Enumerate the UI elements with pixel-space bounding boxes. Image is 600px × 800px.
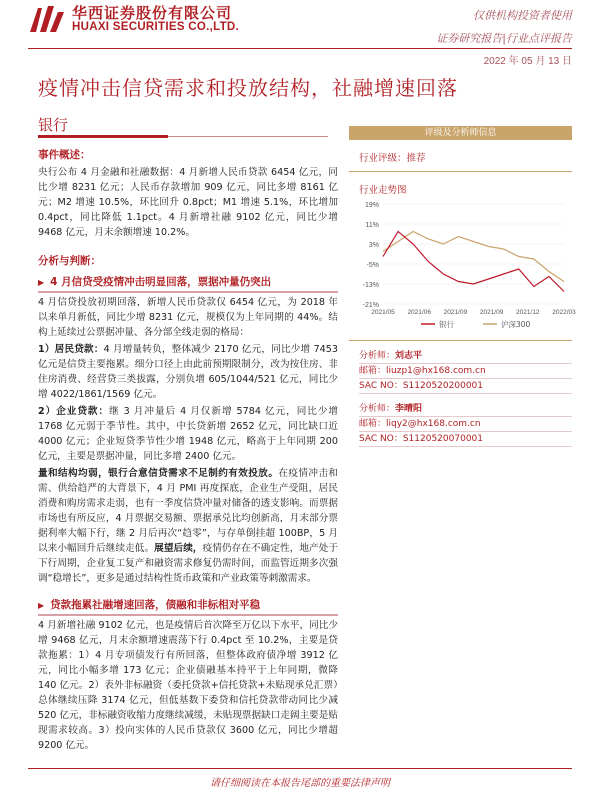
analyst-1 (349, 349, 572, 394)
footer-divider (28, 768, 572, 769)
chart-xtick-label: 2021/09 (479, 309, 504, 316)
legal-footer: 请仔细阅读在本报告尾部的重要法律声明 (210, 778, 390, 789)
chart-ytick-label: 3% (368, 242, 379, 249)
company-name-cn: 华西证券股份有限公司 (72, 4, 233, 22)
chart-series-line (383, 232, 564, 282)
industry-divider-accent (38, 135, 168, 138)
analyst-2-email-label: 邮箱： (359, 419, 387, 429)
events-body: 央行公布 4 月金融和社融数据：4 月新增人民币贷款 6454 亿元，同比少增 8231 亿元；人民币存款增加 909 亿元，同比多增 8161 亿元；M2 增速 10.5%，环比回升 0.8pct；M1 增速 5.1%，环比增加 0.4pct，同比降低 1.1pct。4 月新增社融 9102 亿元，同比少增 9468 亿元，月末余额增速 10.2%。 (38, 167, 338, 238)
analyst-1-name: 刘志平 (395, 351, 423, 361)
analyst-2-sac-label: SAC NO： (359, 434, 403, 444)
sidebar-title: 评级及分析师信息 (349, 126, 572, 140)
rating-label: 行业评级： (359, 153, 407, 164)
analyst-1-name-row (359, 349, 572, 364)
subsection-social-financing (38, 598, 338, 616)
chart-legend-label: 银行 (439, 320, 454, 329)
trend-chart-svg (349, 196, 576, 336)
structure-lead: 量和结构均弱，银行合意信贷需求不足制约有效投放。 (38, 468, 279, 479)
triangle-bullet-icon: ▶ (38, 601, 45, 610)
analyst-1-sac-row (359, 379, 572, 394)
huaxi-logo-icon (28, 4, 66, 34)
industry-label: 银行 (38, 116, 69, 134)
credit-para-1: 4 月信贷投放初期回落，新增人民币贷款仅 6454 亿元，为 2018 年以来单月新低，同比少增 8231 亿元，规模仅为上年同期的 44%。结构上延续过公票据冲量、各分部全线走弱的格局： (38, 297, 338, 338)
chart-ytick-label: -13% (362, 282, 379, 289)
analyst-1-role: 分析师： (359, 351, 396, 361)
credit-para-household (38, 342, 338, 402)
outlook-lead: 展望后续， (154, 543, 203, 554)
trend-chart-label: 行业走势图 (359, 185, 407, 196)
analyst-2-sac: S1120520070001 (402, 434, 483, 444)
header-divider (28, 48, 572, 49)
analyst-2-email[interactable]: liqy2@hx168.com.cn (386, 419, 481, 429)
rating-value: 推荐 (406, 153, 426, 164)
investor-tag: 仅供机构投资者使用 (473, 9, 572, 22)
triangle-bullet-icon: ▶ (38, 278, 45, 287)
subsection-credit (38, 275, 338, 293)
sidebar (349, 126, 576, 447)
analysis-heading: 分析与判断： (38, 255, 101, 267)
analyst-2-sac-row (359, 432, 572, 447)
chart-ytick-label: -5% (366, 262, 379, 269)
analyst-1-email-label: 邮箱： (359, 366, 387, 376)
analyst-2-name: 李晴阳 (395, 404, 423, 414)
events-heading: 事件概述： (38, 149, 91, 161)
credit-para-corporate (38, 404, 338, 464)
outlook-text: 疫情仍存在不确定性，地产处于下行周期，企业复工复产和融资需求修复仍需时间，而监管近期多次强调“稳增长”，更多是通过结构性货币政策和产业政策等刺激需求。 (38, 543, 339, 584)
chart-ytick-label: 19% (364, 202, 379, 209)
chart-xtick-label: 2021/09 (443, 309, 468, 316)
chart-xtick-label: 2021/05 (371, 309, 395, 316)
analyst-1-email[interactable]: liuzp1@hx168.com.cn (386, 366, 486, 376)
analyst-1-sac-label: SAC NO： (359, 381, 403, 391)
household-lead: 1）居民贷款： (38, 344, 104, 355)
chart-xtick-label: 2022/03 (552, 309, 576, 316)
analyst-2-name-row (359, 402, 572, 417)
sidebar-divider (349, 171, 572, 172)
company-name-en: HUAXI SECURITIES CO.,LTD. (72, 21, 240, 33)
subsection-social-financing-title: 贷款拖累社融增速回落，债融和非标相对平稳 (50, 599, 261, 611)
sidebar-divider-2 (349, 340, 572, 341)
chart-xtick-label: 2021/12 (516, 309, 540, 316)
analyst-1-sac: S1120520200001 (402, 381, 483, 391)
report-type-tag: 证券研究报告|行业点评报告 (436, 32, 572, 45)
analyst-2-email-row (359, 417, 572, 432)
analyst-1-email-row (359, 364, 572, 379)
trend-chart (349, 196, 576, 336)
chart-ytick-label: -21% (362, 302, 379, 309)
corporate-text: 继 3 月冲量后 4 月仅新增 5784 亿元，同比少增 1768 亿元弱于季节性。其中，中长贷新增 2652 亿元，同比缺口近 4000 亿元；企业短贷季节性少增 1948 亿元，略高于上年同期 200 亿元，主要是票据冲量，同比多增 2400 亿元。 (38, 406, 338, 462)
social-financing-para: 4 月新增社融 9102 亿元，也是疫情后首次降至万亿以下水平，同比少增 9468 亿元，月末余额增速震荡下行 0.4pct 至 10.2%，主要是贷款拖累：1）4 月专项债发行有所回落，但整体政府债净增 3912 亿元，同比小幅多增 173 亿元；企业债融基本持平于上年同期，微降 140 亿元。2）表外非标融资（委托贷款+信托贷款+未贴现承兑汇票）总体继续压降 3174 亿元，但低基数下委贷和信托贷款带动同比少减 520 亿元，非标融资收缩力度继续减缓，未贴现票据缺口走阔主要是贴现需求较高。3）投向实体的人民币贷款仅 3600 亿元，同比少增超 9200 亿元。 (38, 620, 338, 751)
industry-rating (349, 150, 572, 164)
corporate-lead: 2）企业贷款： (38, 406, 110, 417)
chart-ytick-label: 11% (365, 222, 379, 229)
analyst-2-role: 分析师： (359, 404, 396, 414)
household-text: 4 月增量转负，整体减少 2170 亿元，同比少增 7453 亿元是信贷主要拖累。细分口径上由此前预期限制分，改为按住房、非住房消费、经营贷三类拔露，分别负增 605/1044/521 亿元，同比少增 4022/1861/1569 亿元。 (38, 344, 338, 400)
analyst-2 (349, 402, 572, 447)
subsection-credit-title: 4 月信贷受疫情冲击明显回落，票据冲量仍突出 (50, 276, 272, 288)
structure-text: 在疫情冲击和需、供给趋严的大背景下，4 月 PMI 再度探底，企业生产受阻，居民消费和购房需求走弱，也有一季度信贷冲量对储备的透支影响。而票据市场也有所反应，4 月票据交易额、票据承兑比均创新高，月末部分票据利率大幅下行，继 2 月后再次“趋零”，与存单倒挂超 100BP，5 月以来小幅回升后继续走低。 (38, 468, 339, 554)
credit-para-structure (38, 466, 338, 586)
chart-legend-label: 沪深300 (501, 320, 531, 329)
report-title: 疫情冲击信贷需求和投放结构，社融增速回落 (38, 76, 458, 100)
chart-xtick-label: 2021/06 (407, 309, 431, 316)
report-header (0, 0, 600, 68)
main-content (38, 140, 338, 753)
report-date: 2022 年 05 月 13 日 (483, 56, 572, 67)
